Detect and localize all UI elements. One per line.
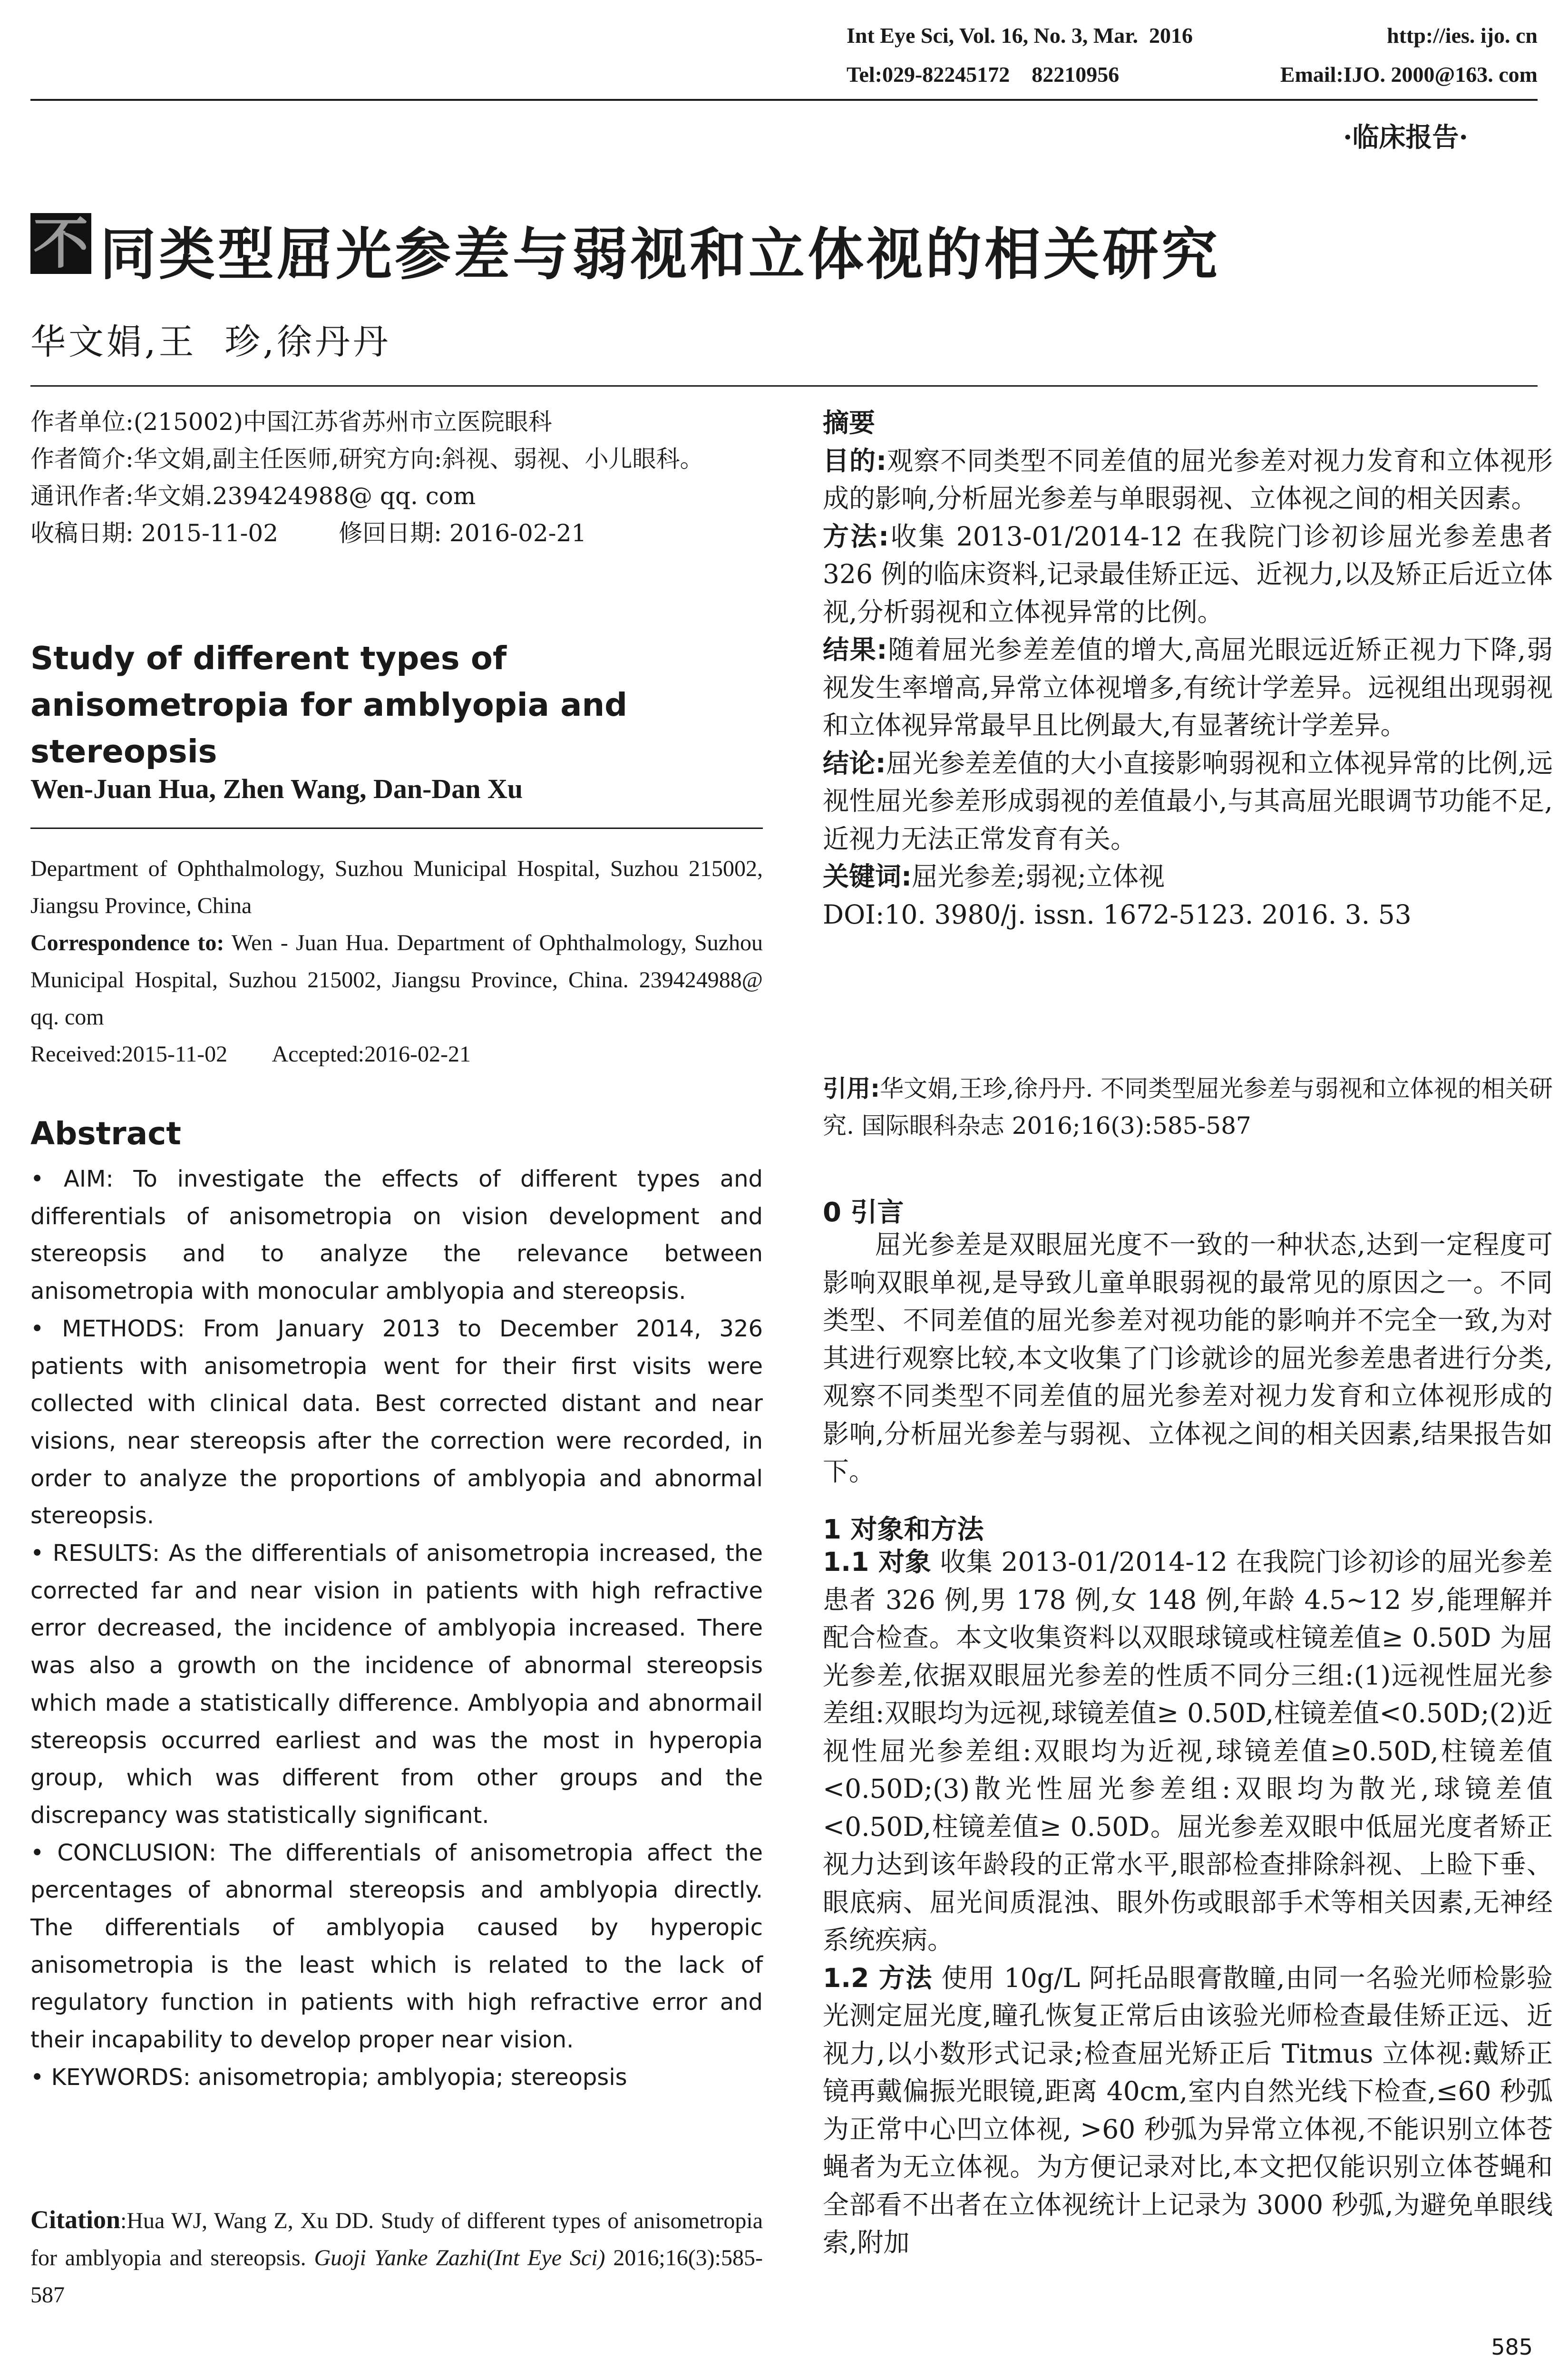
chinese-citation	[823, 1070, 1553, 1144]
zh-aim-label: 目的:	[823, 445, 887, 476]
citation-volume: 2016;16(3):585-587	[30, 2245, 763, 2308]
journal-info: Int Eye Sci, Vol. 16, No. 3, Mar. 2016	[847, 23, 1193, 48]
citation-text: :Hua WJ, Wang Z, Xu DD. Study of different types of anisometropia for amblyopia and stereopsis.	[30, 2208, 763, 2270]
subjects-label: 1.1 对象	[823, 1547, 932, 1577]
subjects-text: 收集 2013-01/2014-12 在我院门诊初诊的屈光参差患者 326 例,男 178 例,女 148 例,年龄 4.5~12 岁,能理解并配合检查。本文收集资料以双眼球镜或柱镜差值≥ 0.50D 为屈光参差,依据双眼屈光参差的性质不同分三组:(1)远视性屈光参差组:双眼均为远视,球镜差值≥ 0.50D,柱镜差值<0.50D;(2)近视性屈光参差组:双眼均为近视,球镜差值≥0.50D,柱镜差值<0.50D;(3)散光性屈光参差组:双眼均为散光,球镜差值<0.50D,柱镜差值≥ 0.50D。屈光参差双眼中低屈光度者矫正视力达到该年龄段的正常水平,眼部检查排除斜视、上睑下垂、眼底病、屈光间质混浊、眼外伤或眼部手术等相关因素,无神经系统疾病。	[823, 1547, 1553, 1955]
zh-aim	[823, 442, 1553, 518]
intro-paragraph: 屈光参差是双眼屈光度不一致的一种状态,达到一定程度可影响双眼单视,是导致儿童单眼弱视的最常见的原因之一。不同类型、不同差值的屈光参差对视功能的影响并不完全一致,为对其进行观察比较,本文收集了门诊就诊的屈光参差患者进行分类,观察不同类型不同差值的屈光参差对视力发育和立体视形成的影响,分析屈光参差与弱视、立体视之间的相关因素,结果报告如下。	[823, 1229, 1553, 1487]
zh-results-label: 结果:	[823, 634, 887, 665]
abstract-methods: • METHODS: From January 2013 to December 2014, 326 patients with anisometropia went for their first visits were collected with clinical data. Best corrected distant and near visions, near stereopsis after the correction were recorded, in order to analyze the proportions of amblyopia and abnormal stereopsis.	[30, 1315, 763, 1529]
title-rule	[30, 385, 1538, 387]
english-authors: Wen-Juan Hua, Zhen Wang, Dan-Dan Xu	[30, 773, 523, 804]
en-authors-rule	[30, 828, 763, 829]
zh-conclusion-text: 屈光参差差值的大小直接影响弱视和立体视异常的比例,远视性屈光参差形成弱视的差值最小,与其高屈光眼调节功能不足,近视力无法正常发育有关。	[823, 748, 1553, 854]
english-title: Study of different types of anisometropia for amblyopia and stereopsis	[30, 640, 628, 770]
zh-doi: DOI:10. 3980/j. issn. 1672-5123. 2016. 3. 53	[823, 899, 1412, 930]
zh-methods-text: 收集 2013-01/2014-12 在我院门诊初诊屈光参差患者 326 例的临床资料,记录最佳矫正远、近视力,以及矫正后近立体视,分析弱视和立体视异常的比例。	[823, 521, 1553, 627]
english-meta	[30, 850, 763, 1073]
abstract-conclusion: • CONCLUSION: The differentials of anisometropia affect the percentages of abnormal stereopsis and amblyopia directly. The differentials of amblyopia caused by hyperopic anisometropia is the least which is related to the lack of regulatory function in patients with high refractive error and their incapability to develop proper near vision.	[30, 1839, 763, 2054]
subjects-paragraph	[823, 1543, 1553, 1959]
procedure-label: 1.2 方法	[823, 1962, 933, 1993]
zh-citation-label: 引用:	[823, 1075, 880, 1102]
abstract-results: • RESULTS: As the differentials of anisometropia increased, the corrected far and near vision in patients with high refractive error decreased, the incidence of amblyopia increased. There was also a growth on the incidence of abnormal stereopsis which made a statistically difference. Amblyopia and abnormail stereopsis occurred earliest and was the most in hyperopia group, which was different from other groups and the discrepancy was statistically significant.	[30, 1540, 763, 1829]
zh-conclusion-label: 结论:	[823, 748, 886, 779]
correspondence-label: Correspondence to:	[30, 930, 224, 955]
zh-methods	[823, 518, 1553, 632]
zh-keywords-label: 关键词:	[823, 861, 912, 892]
intro-body	[823, 1226, 1553, 1491]
article-title: 同类型屈光参差与弱视和立体视的相关研究	[100, 221, 1221, 287]
journal-url: http://ies. ijo. cn	[1387, 23, 1538, 48]
zh-aim-text: 观察不同类型不同差值的屈光参差对视力发育和立体视形成的影响,分析屈光参差与单眼弱视、立体视之间的相关因素。	[823, 445, 1553, 514]
citation-journal: Guoji Yanke Zazhi(Int Eye Sci)	[314, 2245, 605, 2270]
zh-abstract-heading: 摘要	[823, 408, 876, 438]
abstract-keywords: • KEYWORDS: anisometropia; amblyopia; stereopsis	[30, 2064, 627, 2091]
methods-heading: 1 对象和方法	[823, 1514, 984, 1545]
abstract-heading: Abstract	[30, 1115, 181, 1152]
page-number: 585	[1491, 2334, 1533, 2360]
zh-methods-label: 方法:	[823, 521, 889, 552]
citation-label: Citation	[30, 2205, 120, 2234]
corresponding-author: 通讯作者:华文娟.239424988@ qq. com	[30, 482, 476, 510]
journal-email: Email:IJO. 2000@163. com	[1280, 62, 1538, 87]
procedure-paragraph	[823, 1959, 1553, 2262]
author-unit: 作者单位:(215002)中国江苏省苏州市立医院眼科	[30, 408, 552, 436]
intro-heading: 0 引言	[823, 1197, 904, 1228]
zh-results	[823, 631, 1553, 745]
zh-conclusion	[823, 745, 1553, 858]
title-first-char-box: 不	[30, 213, 91, 274]
english-citation	[30, 2201, 763, 2314]
methods-body	[823, 1543, 1553, 2262]
authors-cn: 华文娟,王 珍,徐丹丹	[30, 321, 391, 362]
abstract-aim: • AIM: To investigate the effects of different types and differentials of anisometropia on vision development and stereopsis and to analyze the relevance between anisometropia with monocular amblyopia and stereopsis.	[30, 1166, 763, 1305]
chinese-abstract	[823, 404, 1553, 934]
header-rule	[30, 99, 1538, 101]
correspondence-text: Wen - Juan Hua. Department of Ophthalmology, Suzhou Municipal Hospital, Suzhou 215002, Jiangsu Province, China. 239424988@ qq. com	[30, 930, 763, 1030]
english-abstract	[30, 1160, 763, 2096]
zh-keywords	[823, 858, 1553, 896]
cn-author-meta	[30, 403, 763, 552]
journal-tel: Tel:029-82245172 82210956	[847, 62, 1120, 87]
en-correspondence	[30, 925, 763, 1036]
zh-citation-text: 华文娟,王珍,徐丹丹. 不同类型屈光参差与弱视和立体视的相关研究. 国际眼科杂志 2016;16(3):585-587	[823, 1075, 1553, 1140]
zh-keywords-text: 屈光参差;弱视;立体视	[912, 861, 1165, 892]
procedure-text: 使用 10g/L 阿托品眼膏散瞳,由同一名验光师检影验光测定屈光度,瞳孔恢复正常后由该验光师检查最佳矫正远、近视力,以小数形式记录;检查屈光矫正后 Titmus 立体视:戴矫正镜再戴偏振光眼镜,距离 40cm,室内自然光线下检查,≤60 秒弧为正常中心凹立体视, >60 秒弧为异常立体视,不能识别立体苍蝇者为无立体视。为方便记录对比,本文把仅能识别立体苍蝇和全部看不出者在立体视统计上记录为 3000 秒弧,为避免单眼线索,附加	[823, 1962, 1553, 2258]
section-tag: ·临床报告·	[1343, 122, 1468, 153]
en-department: Department of Ophthalmology, Suzhou Municipal Hospital, Suzhou 215002, Jiangsu Province, China	[30, 856, 763, 918]
en-dates: Received:2015-11-02 Accepted:2016-02-21	[30, 1042, 471, 1067]
cn-dates: 收稿日期: 2015-11-02 修回日期: 2016-02-21	[30, 519, 587, 547]
author-bio: 作者简介:华文娟,副主任医师,研究方向:斜视、弱视、小儿眼科。	[30, 445, 704, 473]
zh-results-text: 随着屈光参差差值的增大,高屈光眼远近矫正视力下降,弱视发生率增高,异常立体视增多,有统计学差异。远视组出现弱视和立体视异常最早且比例最大,有显著统计学差异。	[823, 634, 1553, 740]
